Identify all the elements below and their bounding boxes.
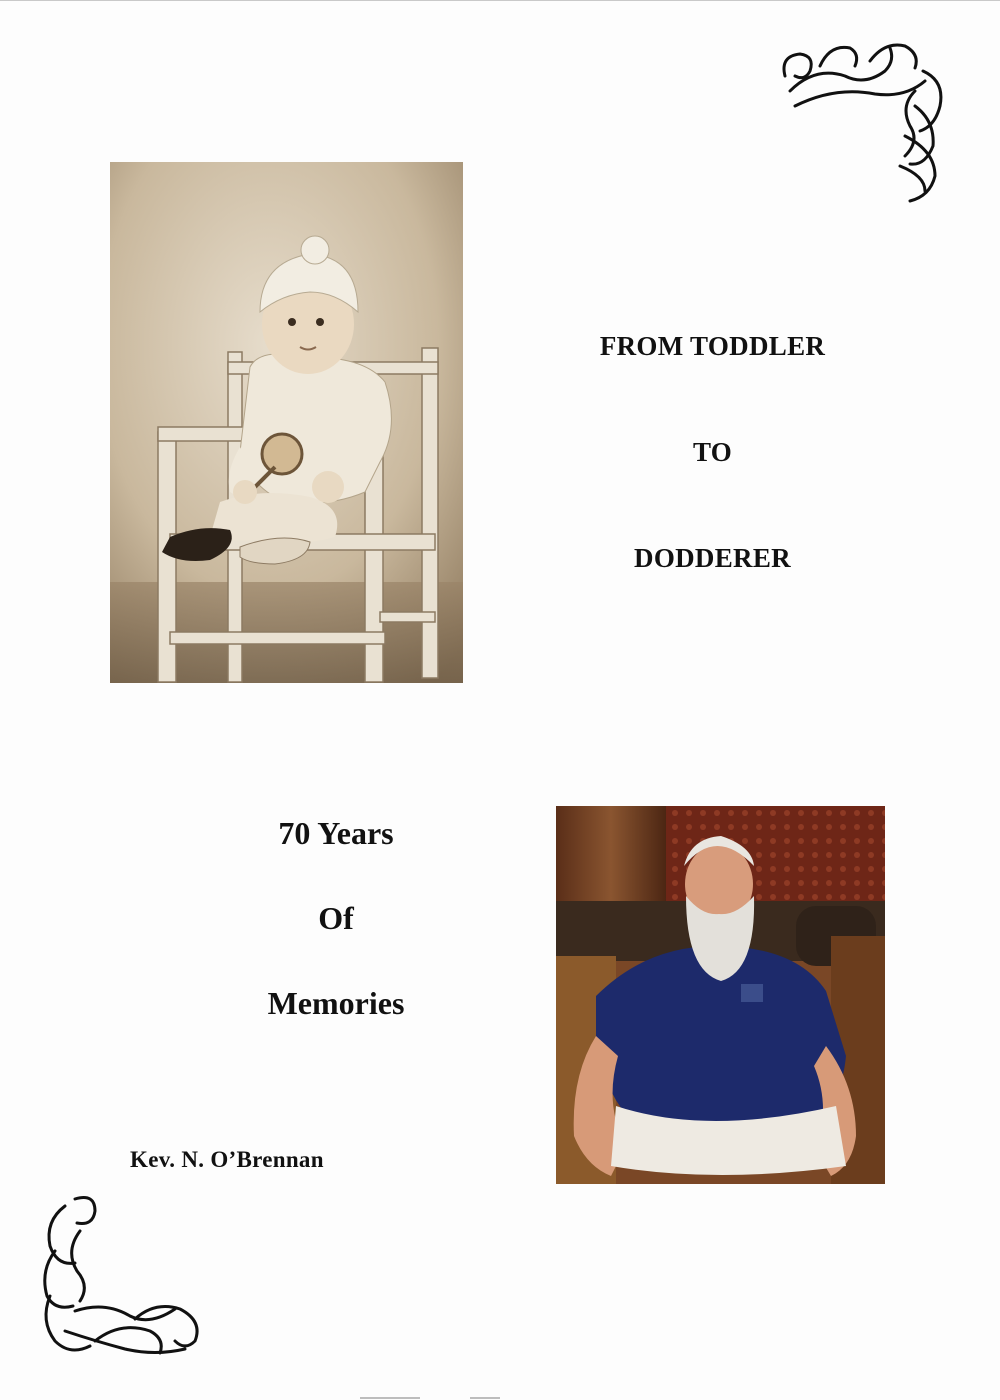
toddler-photo (110, 162, 463, 683)
scan-edge-mark (470, 1397, 500, 1399)
scan-edge-mark (360, 1397, 420, 1399)
subtitle-line-2: Of (318, 900, 354, 936)
title-line-1: FROM TODDLER (599, 331, 826, 361)
subtitle-line-3: Memories (267, 985, 405, 1021)
title-line-2: TO (692, 437, 733, 467)
subtitle-line-1: 70 Years (278, 815, 394, 851)
author-name: Kev. N. O’Brennan (130, 1147, 324, 1172)
adult-photo (556, 806, 885, 1184)
flourish-corner-ornament-top-right (775, 36, 950, 208)
flourish-corner-ornament-bottom-left (35, 1191, 213, 1361)
title-line-3: DODDERER (634, 543, 791, 573)
